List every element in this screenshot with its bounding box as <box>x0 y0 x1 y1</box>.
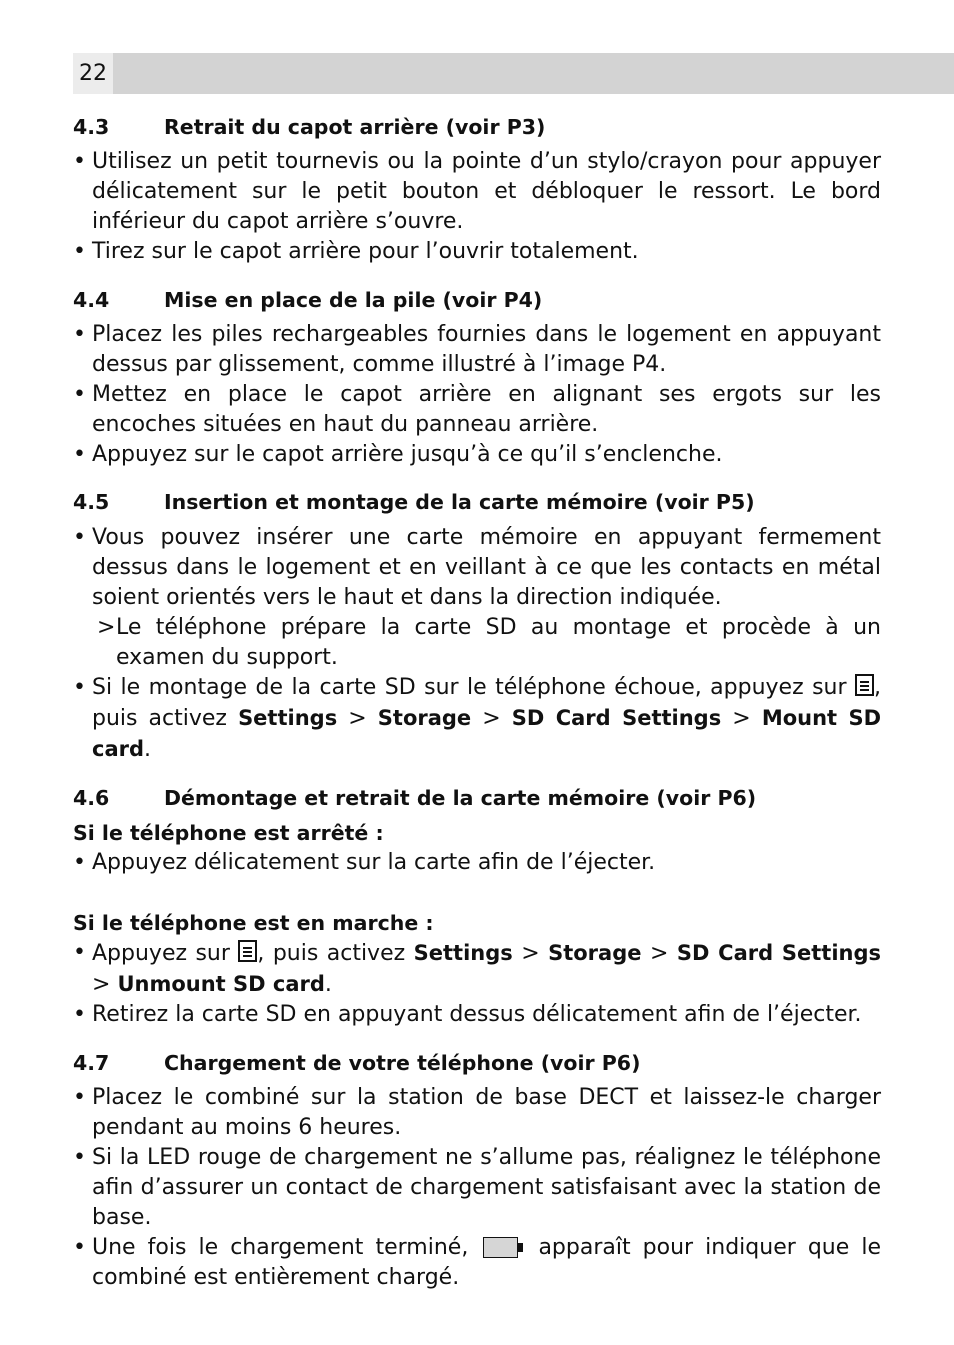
page-number: 22 <box>73 53 113 94</box>
path-separator: > <box>92 972 118 997</box>
page-content <box>73 112 881 1293</box>
section-heading-4-7 <box>73 1048 881 1078</box>
section-number: 4.3 <box>73 115 110 139</box>
battery-tip <box>518 1243 523 1252</box>
battery-full-icon <box>483 1237 523 1258</box>
bullet-text: . <box>144 737 152 762</box>
battery-body <box>483 1237 518 1258</box>
subheading-phone-on: Si le téléphone est en marche : <box>73 911 434 935</box>
menu-path-sd-card-settings: SD Card Settings <box>511 706 722 730</box>
menu-path-unmount-sd-card: Unmount SD card <box>117 972 325 996</box>
section-heading-4-6 <box>73 783 881 813</box>
section-number: 4.7 <box>73 1051 110 1075</box>
bullet-item: • Placez les piles rechargeables fournies dans le logement en appuyant dessus par glissement, comme illustré à l’image P4. <box>73 320 881 380</box>
section-title: Mise en place de la pile (voir P4) <box>164 288 543 312</box>
section-number: 4.4 <box>73 288 110 312</box>
result-item: > Le téléphone prépare la carte SD au montage et procède à un examen du support. <box>73 613 881 673</box>
bullet-text: , puis activez <box>257 941 414 966</box>
bullet-item: • Mettez en place le capot arrière en alignant ses ergots sur les encoches situées en haut du panneau arrière. <box>73 380 881 440</box>
menu-path-storage: Storage <box>548 941 642 965</box>
menu-path-settings: Settings <box>413 941 513 965</box>
path-separator: > <box>721 706 762 731</box>
section-title: Insertion et montage de la carte mémoire (voir P5) <box>164 490 755 514</box>
bullet-text: Si le montage de la carte SD sur le téléphone échoue, appuyez sur <box>92 675 847 700</box>
section-title: Chargement de votre téléphone (voir P6) <box>164 1051 641 1075</box>
bullet-item <box>73 938 881 1000</box>
subheading-phone-off: Si le téléphone est arrêté : <box>73 821 384 845</box>
page-header-bar <box>73 53 954 94</box>
path-separator: > <box>337 706 378 731</box>
section-heading-4-4 <box>73 285 881 315</box>
section-title: Démontage et retrait de la carte mémoire (voir P6) <box>164 786 757 810</box>
bullet-item: • Placez le combiné sur la station de base DECT et laissez-le charger pendant au moins 6 heures. <box>73 1083 881 1143</box>
section-number: 4.6 <box>73 786 110 810</box>
bullet-item: • Appuyez délicatement sur la carte afin de l’éjecter. <box>73 848 881 878</box>
menu-key-icon <box>855 674 874 696</box>
bullet-item: • Utilisez un petit tournevis ou la pointe d’un stylo/crayon pour appuyer délicatement sur le petit bouton et débloquer le ressort. Le bord inférieur du capot arrière s’ouvre. <box>73 147 881 237</box>
bullet-item <box>73 1233 881 1293</box>
bullet-text: Appuyez sur <box>92 941 239 966</box>
bullet-item: • Vous pouvez insérer une carte mémoire en appuyant fermement dessus dans le logement et en veillant à ce que les contacts en métal soient orientés vers le haut et dans la direction indiquée. <box>73 523 881 613</box>
menu-path-mount-sd-card: Mount SD card <box>92 706 882 761</box>
section-heading-4-3 <box>73 112 881 142</box>
path-separator: > <box>641 941 677 966</box>
path-separator: > <box>512 941 549 966</box>
path-separator: > <box>471 706 512 731</box>
menu-path-settings: Settings <box>238 706 338 730</box>
bullet-item: • Tirez sur le capot arrière pour l’ouvrir totalement. <box>73 237 881 267</box>
bullet-item: • Retirez la carte SD en appuyant dessus délicatement afin de l’éjecter. <box>73 1000 881 1030</box>
menu-path-storage: Storage <box>377 706 472 730</box>
bullet-text: . <box>324 972 332 997</box>
section-heading-4-5 <box>73 487 881 517</box>
bullet-item: • Appuyez sur le capot arrière jusqu’à ce qu’il s’enclenche. <box>73 440 881 470</box>
bullet-item: • Si la LED rouge de chargement ne s’allume pas, réalignez le téléphone afin d’assurer un contact de chargement satisfaisant avec la station de base. <box>73 1143 881 1233</box>
bullet-item <box>73 673 881 765</box>
menu-key-icon <box>238 940 257 962</box>
bullet-text: , puis activez <box>92 675 881 731</box>
menu-path-sd-card-settings: SD Card Settings <box>676 941 882 965</box>
bullet-text: Une fois le chargement terminé, <box>92 1235 481 1260</box>
section-title: Retrait du capot arrière (voir P3) <box>164 115 546 139</box>
section-number: 4.5 <box>73 490 110 514</box>
bullet-text: apparaît pour indiquer que le combiné est entièrement chargé. <box>92 1235 881 1290</box>
